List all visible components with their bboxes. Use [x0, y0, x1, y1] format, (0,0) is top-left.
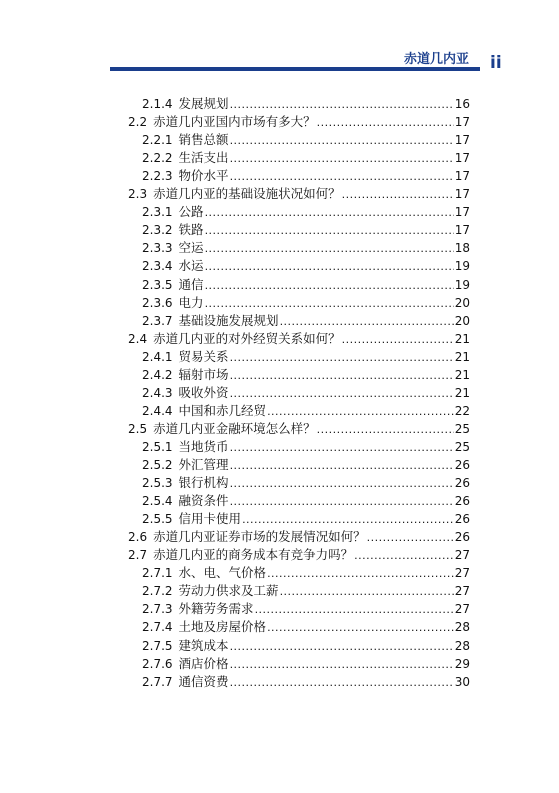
toc-entry-number: 2.7.1 — [142, 566, 173, 581]
toc-entry-title: 赤道几内亚证券市场的发展情况如何？ — [153, 529, 366, 545]
toc-entry-title: 赤道几内亚的对外经贸关系如何？ — [153, 330, 341, 346]
dot-leader — [342, 186, 454, 204]
dot-leader — [230, 656, 454, 674]
toc-entry-page: 17 — [454, 115, 470, 130]
toc-entry-page: 20 — [454, 295, 470, 310]
toc-entry-page: 17 — [454, 169, 470, 184]
dot-leader — [205, 277, 454, 295]
toc-entry-page: 27 — [454, 548, 470, 563]
toc-entry-title: 发展规划 — [178, 96, 229, 111]
toc-entry-number: 2.5 — [128, 421, 148, 436]
toc-entry-number: 2.7 — [128, 548, 148, 563]
toc-entry-title: 赤道几内亚国内市场有多大？ — [153, 114, 316, 130]
toc-entry-title: 土地及房屋价格 — [178, 619, 267, 635]
toc-entry-page: 17 — [454, 223, 470, 238]
toc-entry-number: 2.5.3 — [142, 476, 173, 491]
dot-leader — [280, 583, 454, 601]
toc-entry[interactable] — [142, 637, 470, 655]
toc-entry[interactable] — [142, 655, 470, 673]
toc-entry-title: 中国和赤几经贸 — [178, 402, 267, 418]
dot-leader — [317, 421, 454, 439]
toc-entry-page: 21 — [454, 349, 470, 364]
toc-entry-title: 基础设施发展规划 — [178, 312, 279, 328]
dot-leader — [267, 565, 454, 583]
toc-entry-number: 2.3.1 — [142, 205, 173, 220]
toc-entry-title: 铁路 — [178, 222, 204, 238]
toc-entry-title: 外籍劳务需求 — [178, 601, 254, 617]
toc-entry-title: 销售总额 — [178, 132, 229, 148]
toc-entry-page: 25 — [454, 421, 470, 436]
toc-entry[interactable] — [128, 420, 470, 438]
toc-entry[interactable] — [142, 600, 470, 618]
dot-leader — [230, 439, 454, 457]
toc-entry[interactable] — [142, 276, 470, 294]
toc-entry[interactable] — [142, 510, 470, 528]
dot-leader — [354, 547, 454, 565]
toc-entry-title: 电力 — [178, 294, 204, 310]
toc-entry[interactable] — [142, 203, 470, 221]
toc-entry-number: 2.3.7 — [142, 313, 173, 328]
toc-entry-page: 30 — [454, 674, 470, 689]
toc-entry-page: 17 — [454, 133, 470, 148]
toc-entry-title: 贸易关系 — [178, 348, 229, 364]
dot-leader — [242, 511, 454, 529]
toc-entry-number: 2.4.4 — [142, 403, 173, 418]
page-number: ii — [490, 53, 502, 73]
toc-entry-page: 26 — [454, 476, 470, 491]
toc-entry-number: 2.3.2 — [142, 223, 173, 238]
toc-entry-number: 2.2.1 — [142, 133, 173, 148]
dot-leader — [230, 349, 454, 367]
dot-leader — [230, 493, 454, 511]
toc-entry-number: 2.3.6 — [142, 295, 173, 310]
toc-entry-title: 银行机构 — [178, 475, 229, 491]
toc-entry-number: 2.3.5 — [142, 277, 173, 292]
toc-entry-title: 建筑成本 — [178, 637, 229, 653]
toc-entry-title: 酒店价格 — [178, 655, 229, 671]
toc-entry-number: 2.5.5 — [142, 512, 173, 527]
dot-leader — [230, 132, 454, 150]
toc-entry[interactable] — [142, 95, 470, 113]
toc-entry[interactable] — [142, 348, 470, 366]
toc-entry[interactable] — [142, 474, 470, 492]
toc-entry-page: 27 — [454, 602, 470, 617]
dot-leader — [205, 204, 454, 222]
toc-entry[interactable] — [142, 402, 470, 420]
toc-entry-number: 2.5.4 — [142, 494, 173, 509]
toc-entry-page: 21 — [454, 367, 470, 382]
toc-entry-number: 2.3 — [128, 187, 148, 202]
toc-entry-number: 2.2.3 — [142, 169, 173, 184]
toc-entry-title: 公路 — [178, 204, 204, 220]
toc-entry[interactable] — [142, 239, 470, 257]
toc-entry[interactable] — [128, 330, 470, 348]
toc-entry[interactable] — [128, 185, 470, 203]
toc-entry[interactable] — [142, 167, 470, 185]
toc-entry-number: 2.6 — [128, 530, 148, 545]
toc-entry-page: 26 — [454, 512, 470, 527]
toc-entry-page: 21 — [454, 385, 470, 400]
toc-entry-title: 水运 — [178, 258, 204, 274]
toc-entry-number: 2.2.2 — [142, 151, 173, 166]
toc-entry-page: 19 — [454, 277, 470, 292]
toc-entry[interactable] — [142, 582, 470, 600]
dot-leader — [205, 222, 454, 240]
dot-leader — [230, 638, 454, 656]
toc-entry-title: 物价水平 — [178, 168, 229, 184]
toc-entry-page: 26 — [454, 458, 470, 472]
toc-entry-title: 通信 — [178, 276, 204, 292]
toc-entry-title: 赤道几内亚的基础设施状况如何？ — [153, 186, 341, 202]
toc-entry-page: 27 — [454, 566, 470, 581]
toc-entry-title: 通信资费 — [178, 673, 229, 689]
dot-leader — [230, 457, 454, 475]
toc-entry-number: 2.7.4 — [142, 620, 173, 635]
toc-entry-title: 空运 — [178, 240, 204, 256]
toc-entry[interactable] — [128, 528, 470, 546]
dot-leader — [230, 475, 454, 493]
toc-entry-number: 2.4.3 — [142, 385, 173, 400]
dot-leader — [267, 403, 454, 421]
toc-entry-page: 18 — [454, 241, 470, 256]
toc-entry-number: 2.4.1 — [142, 349, 173, 364]
running-header-title: 赤道几内亚 — [403, 52, 469, 67]
dot-leader — [230, 96, 454, 114]
toc-entry-title: 赤道几内亚金融环境怎么样？ — [153, 420, 316, 436]
toc-entry-page: 26 — [454, 494, 470, 509]
toc-entry-page: 19 — [454, 259, 470, 274]
toc-entry-page: 26 — [454, 530, 470, 545]
dot-leader — [230, 674, 454, 692]
toc-entry[interactable] — [142, 221, 470, 239]
toc-entry-title: 劳动力供求及工薪 — [178, 583, 279, 599]
toc-entry-number: 2.7.5 — [142, 638, 173, 653]
toc-entry-title: 辐射市场 — [178, 366, 229, 382]
toc-entry-title: 生活支出 — [178, 150, 229, 166]
toc-entry[interactable] — [142, 294, 470, 312]
toc-entry-page: 27 — [454, 584, 470, 599]
dot-leader — [230, 168, 454, 186]
toc-entry-title: 融资条件 — [178, 493, 229, 509]
dot-leader — [205, 240, 454, 258]
toc-entry-page: 28 — [454, 638, 470, 653]
toc-entry[interactable] — [128, 113, 470, 131]
toc-entry-title: 当地货币 — [178, 438, 229, 454]
toc-entry[interactable] — [142, 492, 470, 510]
dot-leader — [230, 385, 454, 403]
toc-entry-title: 赤道几内亚的商务成本有竞争力吗？ — [153, 547, 354, 563]
toc-entry-page: 28 — [454, 620, 470, 635]
toc-entry-page: 25 — [454, 439, 470, 454]
toc-entry-number: 2.3.3 — [142, 241, 173, 256]
toc-entry-page: 21 — [454, 331, 470, 346]
dot-leader — [267, 619, 454, 637]
toc-entry-page: 22 — [454, 403, 470, 418]
toc-entry-title: 吸收外资 — [178, 384, 229, 400]
toc-entry[interactable] — [142, 312, 470, 330]
toc-entry-number: 2.1.4 — [142, 97, 173, 111]
toc-entry[interactable] — [142, 384, 470, 402]
toc-entry-page: 29 — [454, 656, 470, 671]
toc-entry[interactable] — [142, 131, 470, 149]
toc-entry[interactable] — [142, 149, 470, 167]
dot-leader — [342, 331, 454, 349]
toc-entry[interactable] — [142, 564, 470, 582]
toc-entry-page: 20 — [454, 313, 470, 328]
toc-entry[interactable] — [128, 546, 470, 564]
toc-entry[interactable] — [142, 456, 470, 474]
dot-leader — [205, 258, 454, 276]
toc-entry-page: 16 — [454, 97, 470, 111]
toc-entry-title: 外汇管理 — [178, 457, 229, 472]
toc-entry[interactable] — [142, 438, 470, 456]
toc-entry-page: 17 — [454, 205, 470, 220]
dot-leader — [230, 150, 454, 168]
dot-leader — [230, 367, 454, 385]
toc-entry-number: 2.2 — [128, 115, 148, 130]
toc-entry[interactable] — [142, 673, 470, 691]
toc-entry-number: 2.7.7 — [142, 674, 173, 689]
toc-entry[interactable] — [142, 257, 470, 275]
dot-leader — [367, 529, 454, 547]
toc-entry-number: 2.4.2 — [142, 367, 173, 382]
toc-entry[interactable] — [142, 366, 470, 384]
header-rule — [110, 67, 480, 71]
toc-entry-number: 2.7.2 — [142, 584, 173, 599]
toc-entry-title: 信用卡使用 — [178, 511, 242, 527]
dot-leader — [317, 114, 454, 132]
toc-entry-number: 2.5.1 — [142, 439, 173, 454]
toc-entry-page: 17 — [454, 151, 470, 166]
toc-entry-number: 2.4 — [128, 331, 148, 346]
dot-leader — [205, 295, 454, 313]
toc-entry-number: 2.7.6 — [142, 656, 173, 671]
toc-entry-number: 2.5.2 — [142, 458, 173, 472]
toc-entry-number: 2.7.3 — [142, 602, 173, 617]
toc-entry-title: 水、电、气价格 — [178, 565, 267, 581]
dot-leader — [255, 601, 454, 619]
toc-entry-number: 2.3.4 — [142, 259, 173, 274]
toc-entry-page: 17 — [454, 187, 470, 202]
toc-entry[interactable] — [142, 618, 470, 636]
dot-leader — [280, 313, 454, 331]
